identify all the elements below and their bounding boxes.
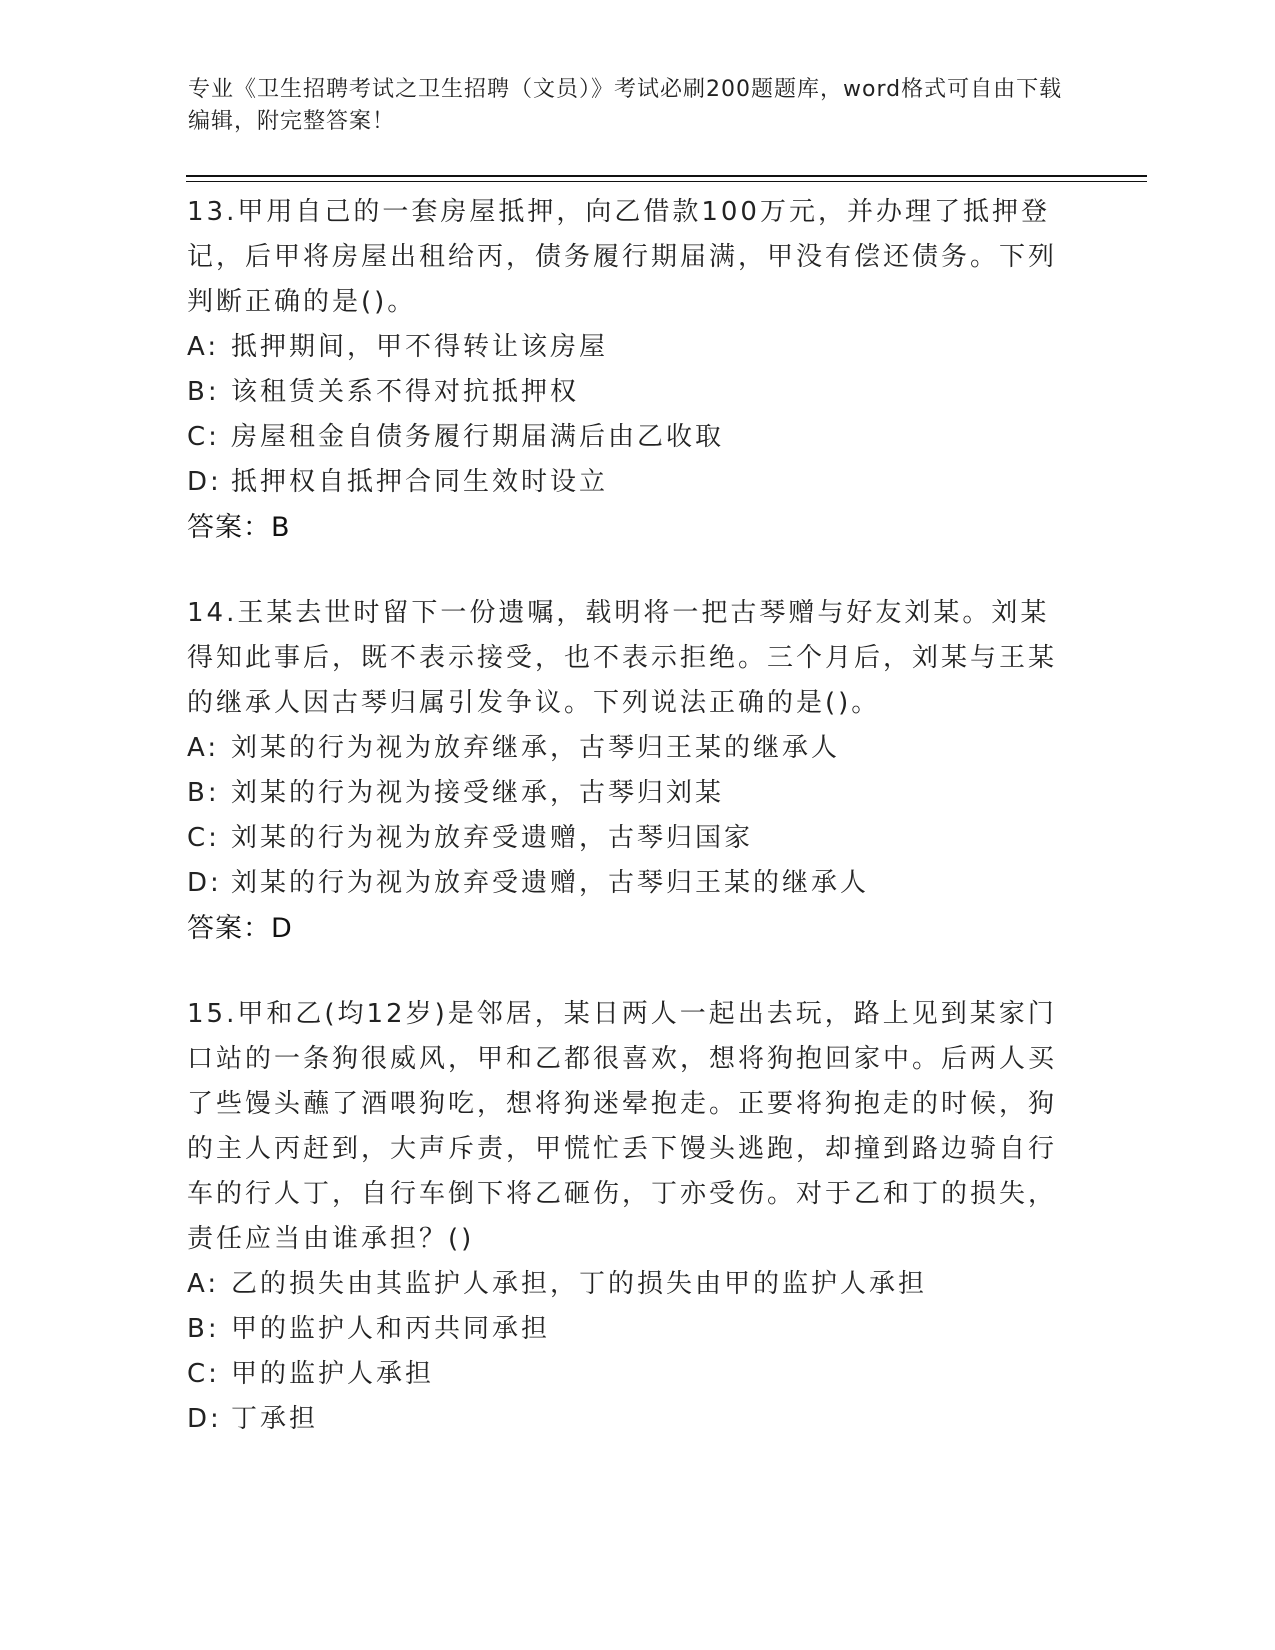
option-d	[187, 1397, 1077, 1442]
option-letter: B:	[187, 377, 220, 407]
question-stem: 14.王某去世时留下一份遗嘱，载明将一把古琴赠与好友刘某。刘某得知此事后，既不表示接受，也不表示拒绝。三个月后，刘某与王某的继承人因古琴归属引发争议。下列说法正确的是()。	[187, 598, 1058, 718]
question-stem: 13.甲用自己的一套房屋抵押，向乙借款100万元，并办理了抵押登记，后甲将房屋出租给丙，债务履行期届满，甲没有偿还债务。下列判断正确的是()。	[187, 197, 1058, 317]
answer-line: 答案：D	[187, 913, 293, 944]
option-letter: A:	[187, 733, 220, 763]
option-a	[187, 1262, 1077, 1307]
option-letter: C:	[187, 1359, 220, 1389]
option-d	[187, 460, 1077, 505]
option-text: 甲的监护人和丙共同承担	[231, 1314, 551, 1344]
option-letter: B:	[187, 778, 220, 808]
option-b	[187, 1307, 1077, 1352]
header-rule-thin	[186, 181, 1147, 182]
option-text: 房屋租金自债务履行期届满后由乙收取	[231, 422, 725, 452]
option-letter: A:	[187, 332, 220, 362]
option-text: 抵押期间，甲不得转让该房屋	[231, 332, 609, 362]
option-text: 乙的损失由其监护人承担，丁的损失由甲的监护人承担	[231, 1269, 928, 1299]
option-c	[187, 1352, 1077, 1397]
option-letter: C:	[187, 823, 220, 853]
option-text: 丁承担	[231, 1404, 319, 1434]
option-letter: B:	[187, 1314, 220, 1344]
option-b	[187, 370, 1077, 415]
option-letter: A:	[187, 1269, 220, 1299]
question-list	[187, 190, 1077, 1483]
question-15	[187, 992, 1077, 1442]
option-text: 该租赁关系不得对抗抵押权	[231, 377, 580, 407]
option-letter: C:	[187, 422, 220, 452]
option-letter: D:	[187, 868, 222, 898]
option-c	[187, 415, 1077, 460]
question-13	[187, 190, 1077, 550]
document-header: 专业《卫生招聘考试之卫生招聘（文员）》考试必刷200题题库，word格式可自由下载编辑，附完整答案！	[188, 77, 1063, 134]
option-text: 甲的监护人承担	[231, 1359, 435, 1389]
option-text: 刘某的行为视为接受继承，古琴归刘某	[231, 778, 725, 808]
option-c	[187, 816, 1077, 861]
option-letter: D:	[187, 1404, 222, 1434]
option-a	[187, 325, 1077, 370]
answer-line: 答案：B	[187, 512, 291, 543]
option-text: 刘某的行为视为放弃继承，古琴归王某的继承人	[231, 733, 841, 763]
option-d	[187, 861, 1077, 906]
option-b	[187, 771, 1077, 816]
option-letter: D:	[187, 467, 222, 497]
header-rule-thick	[186, 175, 1147, 177]
option-a	[187, 726, 1077, 771]
option-text: 刘某的行为视为放弃受遗赠，古琴归王某的继承人	[231, 868, 870, 898]
option-text: 刘某的行为视为放弃受遗赠，古琴归国家	[231, 823, 754, 853]
question-stem: 15.甲和乙(均12岁)是邻居，某日两人一起出去玩，路上见到某家门口站的一条狗很威风，甲和乙都很喜欢，想将狗抱回家中。后两人买了些馒头蘸了酒喂狗吃，想将狗迷晕抱走。正要将狗抱走的时候，狗的主人丙赶到，大声斥责，甲慌忙丢下馒头逃跑，却撞到路边骑自行车的行人丁，自行车倒下将乙砸伤，丁亦受伤。对于乙和丁的损失，责任应当由谁承担？()	[187, 999, 1058, 1254]
question-14	[187, 591, 1077, 951]
option-text: 抵押权自抵押合同生效时设立	[231, 467, 609, 497]
